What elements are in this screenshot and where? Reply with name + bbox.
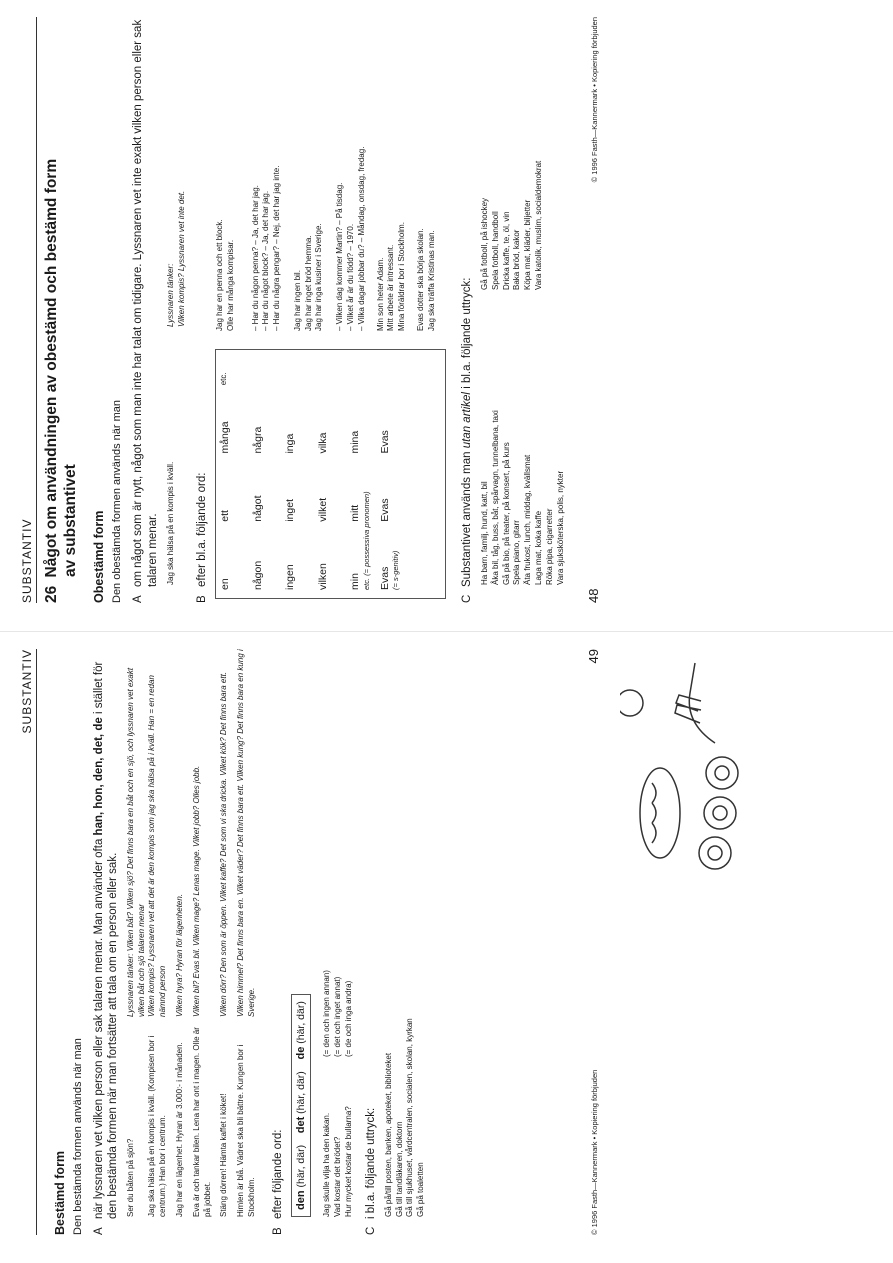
section-a-example	[166, 17, 188, 603]
box-word: etc.	[218, 372, 228, 386]
section-c-lists	[480, 17, 566, 603]
example-line: – Har du något block? – Ja, det har jag.	[261, 190, 271, 331]
list-item: Gå till tandläkaren, doktorn	[394, 1121, 404, 1217]
example-line: – Vilket år är du född? – 1970.	[346, 223, 356, 331]
listener-comment: Vilken hyra? Hyran för lägenheten.	[174, 893, 184, 1017]
list-item: Ha barn, familj, hund, katt, bil	[480, 481, 490, 585]
box-word: mitt	[349, 504, 362, 522]
example-line: Mitt arbete är intressant.	[386, 244, 396, 331]
example-group	[293, 17, 325, 331]
box-word: vilket	[316, 497, 329, 522]
list-item: Gå på/till posten, banken, apoteket, biblioteket	[383, 1052, 393, 1217]
page-number: 49	[586, 649, 601, 664]
bun-icon	[620, 690, 643, 716]
listener-text: Vilken kompis? Lyssnaren vet inte det.	[176, 190, 186, 327]
section-a	[92, 649, 121, 1235]
bun-icon	[704, 797, 736, 829]
section-b-text: efter följande ord:	[271, 1129, 284, 1219]
section-b-examples	[322, 649, 354, 1235]
example-gloss: (= det och inget annat)	[332, 976, 342, 1057]
list-item: Gå på toaletten	[416, 1162, 426, 1217]
example-line: Jag har inga kusiner i Sverige.	[314, 223, 324, 331]
bun-icon	[706, 757, 738, 789]
pointing-hand-icon	[675, 663, 715, 743]
intro-text: Den obestämda formen används när man	[111, 399, 124, 603]
box-word: många	[218, 421, 231, 454]
listener-comment: Lyssnaren tänker: Vilken båt? Vilken sjö? Det finns bara en båt och en sjö, och lyssnaren vet exakt vilken båt och sjö talaren menar	[125, 667, 146, 1017]
example-sentence: Ser du båten på sjön?	[125, 1138, 135, 1217]
example-group	[251, 17, 283, 331]
section-c-list	[384, 649, 427, 1235]
section-a-bold-pronouns: han, hon, den, det, de	[93, 717, 105, 836]
running-head: SUBSTANTIV	[20, 649, 37, 1235]
section-letter: B	[195, 595, 208, 603]
example-line: Jag har en penna och ett block.	[214, 219, 224, 331]
bun-icon	[699, 837, 731, 869]
list-item: Åka bil, tåg, buss, båt, spårvagn, tunnelbana, taxi	[490, 410, 500, 585]
running-head: SUBSTANTIV	[20, 17, 37, 603]
list-item: Röka pipa, cigarretter	[544, 508, 554, 585]
chapter-title-line1: Något om användningen av obestämd och bestämd form	[43, 158, 60, 578]
page-49	[0, 632, 893, 1263]
section-letter: C	[460, 594, 473, 603]
bread-loaf-icon	[640, 768, 680, 858]
section-c-text-italic: utan artikel	[460, 392, 473, 449]
copyright: © 1996 Fasth—Kannermark • Kopiering förbjuden	[590, 1069, 599, 1235]
list-item: Vara katolik, muslim, socialdemokrat	[534, 160, 544, 290]
section-letter: B	[271, 1227, 284, 1235]
example-sentence: Hur mycket kostar de bullarna?	[343, 1106, 353, 1217]
box-word: den	[295, 1190, 308, 1210]
example-group	[376, 17, 408, 331]
example-sentence: Jag skulle vilja ha den kakan.	[322, 1112, 332, 1217]
box-word: en	[218, 578, 231, 590]
example-line: Mina föräldrar bor i Stockholm.	[397, 222, 407, 331]
example-group	[335, 17, 367, 331]
example-line: Jag har ingen bil.	[292, 270, 302, 331]
example-line: Jag har inget bröd hemma.	[303, 235, 313, 331]
box-word: vilken	[316, 563, 329, 590]
section-letter: A	[132, 595, 145, 603]
box-row	[219, 358, 232, 590]
list-item: Baka bröd, kakor	[512, 229, 522, 290]
example-line: – Vilken dag kommer Martin? – På tisdag.	[335, 182, 345, 331]
list-item: Äta frukost, lunch, middag, kvällsmat	[523, 454, 533, 585]
example-sentence: Jag ska hälsa på en kompis i kväll. (Kompisen bor i centrum.) Han bor i centrum.	[147, 1035, 168, 1217]
list-item: Gå till sjukhuset, vårdcentralen, socialen, skolan, kyrkan	[405, 1018, 415, 1217]
box-word: ingen	[284, 564, 297, 590]
section-c-text-suffix: i bl.a. följande uttryck:	[460, 277, 473, 392]
box-word: Evas	[378, 498, 391, 522]
listener-comment: Vilken bil? Evas bil. Vilken mage? Lenas mage. Vilket jobb? Olles jobb.	[191, 765, 201, 1017]
example-line: – Vilka dagar jobbar du? – Måndag, onsdag, fredag.	[356, 146, 366, 331]
list-item: Spela fotboll, handboll	[490, 211, 500, 290]
example-sentence: Himlen är blå. Vädret ska bli bättre. Kungen bor i Stockholm.	[236, 1044, 256, 1217]
section-b	[271, 649, 285, 1235]
box-word: mina	[349, 430, 362, 454]
page-49-content	[20, 649, 427, 1235]
example-sentence: Vad kostar det brödet?	[332, 1136, 342, 1217]
section-c	[460, 17, 474, 603]
page-48-rotated	[0, 0, 893, 631]
box-word: Evas	[378, 566, 391, 590]
section-a-text-suffix: i stället för den bestämda formen när man fortsätter att tala om en person eller sak.	[93, 661, 120, 1219]
listener-label: Lyssnaren tänker:	[165, 263, 175, 327]
box-word: vilka	[316, 432, 329, 454]
example-gloss: (= den och ingen annan)	[322, 970, 332, 1057]
list-item: Laga mat, koka kaffe	[534, 510, 544, 585]
box-word: några	[251, 426, 264, 454]
bakery-illustration	[620, 653, 750, 883]
intro-text: Den bestämda formen används när man	[72, 1038, 84, 1235]
chapter-title	[43, 17, 80, 603]
example-sentence: Eva är och tankar bilen. Lena har ont i magen. Olle är på jobbet.	[191, 1027, 212, 1217]
box-row	[252, 358, 265, 590]
page-49-rotated	[0, 632, 893, 1263]
box-word: ett	[218, 510, 231, 522]
section-b	[195, 17, 209, 603]
example-line: Olle har många kompisar.	[225, 239, 235, 331]
box-word-rest: (här, där)	[295, 1001, 308, 1047]
page-number: 48	[586, 588, 601, 603]
example-line: Evas dotter ska börja skolan.	[416, 228, 426, 331]
example-line: Jag ska träffa Kristinas man.	[426, 230, 436, 331]
section-c-text: i bl.a. följande uttryck:	[365, 1107, 378, 1219]
box-word-rest: (här, där)	[295, 1144, 308, 1191]
expression-list-2	[480, 17, 566, 298]
box-word: det	[295, 1116, 308, 1134]
section-b-examples	[215, 17, 446, 341]
box-word: Evas	[378, 430, 391, 454]
copyright: © 1996 Fasth—Kannermark • Kopiering förbjuden	[590, 17, 599, 183]
section-c-text: Substantivet används man	[460, 448, 473, 587]
example-sentence: Stäng dörren! Hämta kaffet i köket!	[219, 1093, 229, 1217]
page-48-content	[20, 17, 566, 603]
section-heading: Bestämd form	[53, 1150, 67, 1235]
list-item: Vara sjuksköterska, polis, nykter	[555, 470, 565, 585]
example-line: – Har du någon penna? – Ja, det har jag.	[250, 185, 260, 331]
listener-comment: Vilken dörr? Den som är öppen. Vilket kaffe? Det som vi ska dricka. Vilket kök? Det finns bara ett.	[219, 671, 229, 1017]
listener-comment: Vilken kompis? Lyssnaren vet att det är den kompis som jag ska hälsa på i kväll. Han = en redan nämnd person	[147, 675, 168, 1017]
box-word: någon	[251, 560, 264, 590]
listener-comment: Vilken himmel? Det finns bara en. Vilket väder? Det finns bara ett. Vilken kung? Det finns bara en kung i Sverige.	[236, 649, 256, 1017]
section-letter: C	[365, 1226, 378, 1235]
box-note-sgenitiv: (= s-genitiv)	[391, 550, 401, 590]
box-row	[379, 358, 392, 590]
section-a-text: om något som är nytt, något som man inte har talat om tidigare. Lyssnaren vet inte exakt vilken person eller sak talaren menar.	[132, 19, 159, 587]
section-a	[131, 17, 160, 603]
section-a-text: när lyssnaren vet vilken person eller sak talaren menar. Man använder ofta	[93, 835, 105, 1219]
box-word: inga	[284, 433, 297, 454]
determiner-box	[215, 349, 446, 599]
example-sentence: Jag ska hälsa på en kompis i kväll.	[165, 461, 175, 585]
example-gloss: (= de och inga andra)	[343, 980, 353, 1057]
box-word: de	[295, 1046, 308, 1060]
section-letter: A	[93, 1227, 105, 1235]
section-b-content	[215, 17, 446, 603]
example-sentence: Jag har en lägenhet. Hyran är 3.000:- i månaden.	[174, 1042, 184, 1217]
list-item: Spela piano, gitarr	[512, 520, 522, 585]
example-line: – Har du några pengar? – Nej, det har jag inte.	[272, 165, 282, 331]
box-word: inget	[284, 498, 297, 522]
list-item: Köpa mat, kläder, biljetter	[523, 199, 533, 290]
example-group	[416, 17, 438, 331]
chapter-title-line2: av substantivet	[61, 464, 79, 577]
section-heading: Obestämd form	[92, 510, 107, 603]
expression-list-1	[480, 304, 566, 585]
box-note-possessive: etc. (= possessiva pronomen)	[361, 491, 371, 590]
box-word-rest: (här, där)	[295, 1071, 308, 1117]
chapter-number: 26	[43, 585, 60, 603]
box-word: min	[349, 573, 362, 590]
list-item: Gå på bio, på teater, på konsert, på kurs	[501, 442, 511, 585]
demonstrative-box	[291, 994, 311, 1217]
list-item: Gå på fotboll, på ishockey	[480, 197, 490, 290]
section-a-examples	[126, 649, 264, 1235]
box-row	[317, 358, 330, 590]
example-line: Min son heter Adam.	[375, 257, 385, 331]
box-word: något	[251, 495, 264, 522]
page-48	[0, 0, 893, 631]
box-row	[349, 358, 362, 590]
example-group	[215, 17, 237, 331]
section-b-text: efter bl.a. följande ord:	[195, 472, 208, 587]
box-row	[284, 358, 297, 590]
section-c	[364, 649, 378, 1235]
list-item: Dricka kaffe, te, öl, vin	[501, 211, 511, 290]
